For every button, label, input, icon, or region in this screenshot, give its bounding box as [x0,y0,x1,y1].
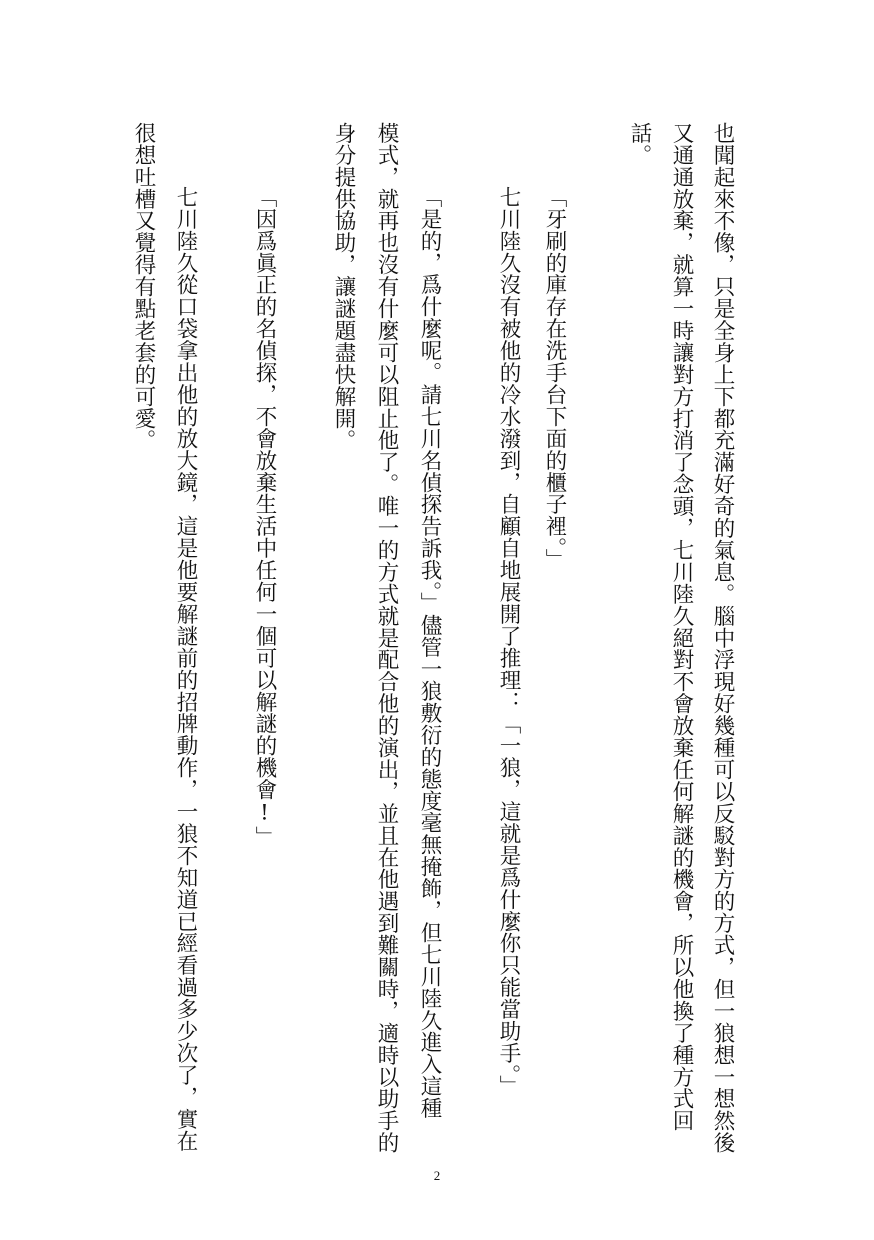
dialogue-line: 「牙刷的庫存在洗手台下面的櫃子裡。」 [542,186,567,571]
text-line: 話。 [627,122,652,166]
text-line: 又通通放棄，就算一時讓對方打消了念頭，七川陸久絕對不會放棄任何解謎的機會，所以他換了種方式回 [669,122,694,1132]
page-number: 2 [433,1168,441,1183]
text-line: 「是的，爲什麼呢。請七川名偵探告訴我。」儘管一狼敷衍的態度毫無掩飾，但七川陸久進入這種 [417,186,442,1120]
text-line: 很想吐槽又覺得有點老套的可愛。 [131,122,156,452]
text-line: 七川陸久從口袋拿出他的放大鏡，這是他要解謎前的招牌動作，一狼不知道已經看過多少次了，實在 [173,186,198,1152]
text-line: 身分提供協助，讓謎題盡快解開。 [331,122,356,452]
text-line: 模式，就再也沒有什麼可以阻止他了。唯一的方式就是配合他的演出，並且在他遇到難關時，適時以助手的 [374,122,399,1154]
text-line: 也聞起來不像，只是全身上下都充滿好奇的氣息。腦中浮現好幾種可以反駁對方的方式，但一狼想一想然後 [710,122,735,1154]
dialogue-line: 「因爲眞正的名偵探，不會放棄生活中任何一個可以解謎的機會!」 [252,186,277,848]
text-line: 七川陸久沒有被他的冷水潑到，自顧自地展開了推理：「一狼，這就是爲什麼你只能當助手。」 [496,186,521,1098]
